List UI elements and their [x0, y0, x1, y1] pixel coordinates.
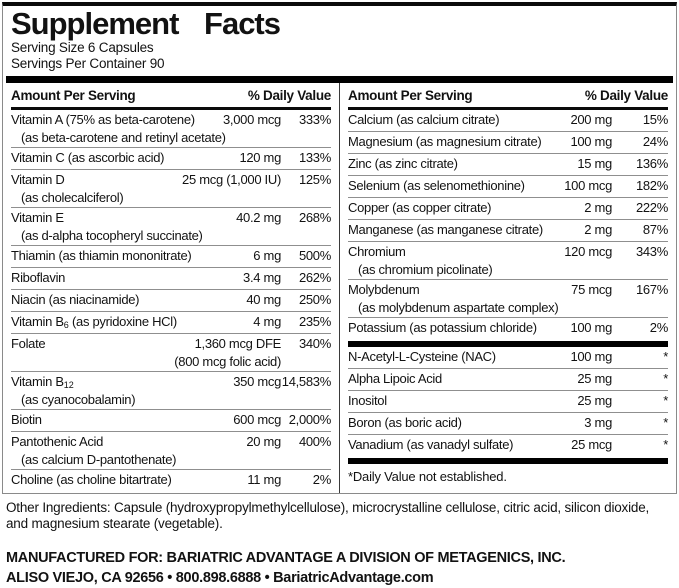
nutrient-daily-value: 262%	[281, 270, 331, 285]
nutrient-amount: 25 mcg (1,000 IU)	[169, 172, 281, 187]
nutrient-source-note: (as cholecalciferol)	[11, 189, 331, 205]
nutrient-name: Manganese (as manganese citrate)	[348, 222, 526, 239]
nutrient-name: Vitamin B12	[11, 374, 169, 391]
left-column	[3, 83, 340, 493]
nutrient-amount: 100 mg	[526, 349, 612, 364]
nutrient-daily-value: *	[612, 437, 668, 452]
nutrient-name: Zinc (as zinc citrate)	[348, 156, 526, 173]
nutrient-daily-value: 2%	[612, 320, 668, 335]
nutrient-source-note: (as calcium D-pantothenate)	[11, 451, 331, 467]
nutrient-row	[11, 246, 331, 268]
nutrient-amount: 1,360 mcg DFE	[169, 336, 281, 351]
nutrient-name: Vitamin A (75% as beta-carotene)	[11, 112, 169, 129]
nutrient-name: Inositol	[348, 393, 526, 410]
daily-value-footnote: *Daily Value not established.	[348, 464, 668, 486]
nutrient-name: Vitamin D	[11, 172, 169, 189]
nutrient-name: Chromium	[348, 244, 526, 261]
nutrient-daily-value: 250%	[281, 292, 331, 307]
manufacturer-line1: MANUFACTURED FOR: BARIATRIC ADVANTAGE A DIVISION OF METAGENICS, INC.	[6, 549, 673, 569]
nutrient-amount: 40 mg	[169, 292, 281, 307]
nutrient-amount: 25 mcg	[526, 437, 612, 452]
right-column-header	[348, 83, 668, 110]
nutrient-row	[348, 318, 668, 339]
nutrient-daily-value: 400%	[281, 434, 331, 449]
right-rows-other	[348, 347, 668, 456]
supplement-facts-panel	[2, 2, 677, 494]
nutrient-daily-value: 133%	[281, 150, 331, 165]
other-ingredients: Other Ingredients: Capsule (hydroxypropylmethylcellulose), microcrystalline cellulose, citric acid, silicon dioxide, and magnesium stearate (vegetable).	[6, 500, 666, 532]
nutrient-daily-value: 333%	[281, 112, 331, 127]
nutrient-row	[348, 176, 668, 198]
servings-per-container: Servings Per Container 90	[11, 56, 668, 72]
nutrient-daily-value: 24%	[612, 134, 668, 149]
nutrient-row	[348, 110, 668, 132]
nutrient-daily-value: 268%	[281, 210, 331, 225]
amount-per-serving-header: Amount Per Serving	[11, 88, 135, 103]
nutrient-daily-value: 2%	[281, 472, 331, 487]
nutrient-daily-value: 340%	[281, 336, 331, 351]
nutrient-row	[348, 220, 668, 242]
nutrient-amount: 25 mg	[526, 371, 612, 386]
nutrient-row	[348, 154, 668, 176]
nutrient-row	[11, 334, 331, 372]
nutrient-amount: 3 mg	[526, 415, 612, 430]
nutrient-amount: 20 mg	[169, 434, 281, 449]
nutrient-row	[11, 170, 331, 208]
nutrient-daily-value: *	[612, 371, 668, 386]
nutrient-name: Niacin (as niacinamide)	[11, 292, 169, 309]
nutrient-name: Selenium (as selenomethionine)	[348, 178, 526, 195]
nutrient-row	[348, 198, 668, 220]
nutrient-source-note: (as cyanocobalamin)	[11, 391, 331, 407]
nutrient-name: Choline (as choline bitartrate)	[11, 472, 169, 489]
nutrient-name: Copper (as copper citrate)	[348, 200, 526, 217]
nutrient-name: Vanadium (as vanadyl sulfate)	[348, 437, 526, 454]
nutrient-daily-value: 182%	[612, 178, 668, 193]
nutrient-columns	[3, 83, 676, 493]
header-separator-bar	[6, 76, 673, 83]
nutrient-name: Vitamin E	[11, 210, 169, 227]
nutrient-name: Boron (as boric acid)	[348, 415, 526, 432]
nutrient-row	[348, 369, 668, 391]
panel-title: Supplement Facts	[11, 7, 668, 40]
nutrient-amount: 3.4 mg	[169, 270, 281, 285]
nutrient-name: Vitamin B6 (as pyridoxine HCl)	[11, 314, 169, 331]
nutrient-source-note: (as d-alpha tocopheryl succinate)	[11, 227, 331, 243]
nutrient-daily-value: 15%	[612, 112, 668, 127]
nutrient-daily-value: *	[612, 393, 668, 408]
nutrient-amount: 11 mg	[169, 472, 281, 487]
nutrient-row	[11, 110, 331, 148]
nutrient-amount-note: (800 mcg folic acid)	[11, 353, 331, 369]
nutrient-daily-value: 222%	[612, 200, 668, 215]
nutrient-amount: 2 mg	[526, 222, 612, 237]
daily-value-header: % Daily Value	[585, 88, 668, 103]
facts-header	[3, 6, 676, 73]
nutrient-row	[11, 470, 331, 491]
nutrient-row	[348, 132, 668, 154]
nutrient-daily-value: 2,000%	[281, 412, 331, 427]
nutrient-row	[11, 372, 331, 410]
nutrient-daily-value: 343%	[612, 244, 668, 259]
nutrient-row	[11, 290, 331, 312]
nutrient-row	[348, 280, 668, 318]
daily-value-header: % Daily Value	[248, 88, 331, 103]
nutrient-row	[348, 242, 668, 280]
nutrient-row	[11, 312, 331, 334]
nutrient-amount: 120 mcg	[526, 244, 612, 259]
nutrient-name: Molybdenum	[348, 282, 526, 299]
nutrient-row	[11, 410, 331, 432]
nutrient-row	[348, 391, 668, 413]
manufacturer-block	[6, 549, 673, 588]
right-column	[340, 83, 676, 493]
nutrient-daily-value: 167%	[612, 282, 668, 297]
nutrient-name: Potassium (as potassium chloride)	[348, 320, 526, 337]
nutrient-name: Pantothenic Acid	[11, 434, 169, 451]
nutrient-source-note: (as molybdenum aspartate complex)	[348, 299, 668, 315]
nutrient-amount: 4 mg	[169, 314, 281, 329]
nutrient-row	[348, 413, 668, 435]
nutrient-amount: 3,000 mcg	[169, 112, 281, 127]
nutrient-amount: 100 mg	[526, 134, 612, 149]
nutrient-amount: 15 mg	[526, 156, 612, 171]
nutrient-daily-value: *	[612, 349, 668, 364]
nutrient-amount: 350 mcg	[169, 374, 281, 389]
nutrient-amount: 100 mg	[526, 320, 612, 335]
nutrient-daily-value: 14,583%	[281, 374, 331, 389]
nutrient-source-note: (as chromium picolinate)	[348, 261, 668, 277]
nutrient-amount: 200 mg	[526, 112, 612, 127]
nutrient-row	[11, 148, 331, 170]
right-rows-minerals	[348, 110, 668, 339]
nutrient-name: Vitamin C (as ascorbic acid)	[11, 150, 169, 167]
nutrient-name: Magnesium (as magnesium citrate)	[348, 134, 526, 151]
nutrient-daily-value: 125%	[281, 172, 331, 187]
nutrient-amount: 75 mcg	[526, 282, 612, 297]
nutrient-daily-value: 235%	[281, 314, 331, 329]
nutrient-amount: 40.2 mg	[169, 210, 281, 225]
manufacturer-line2: ALISO VIEJO, CA 92656 • 800.898.6888 • BariatricAdvantage.com	[6, 569, 673, 588]
nutrient-amount: 120 mg	[169, 150, 281, 165]
nutrient-name: Thiamin (as thiamin mononitrate)	[11, 248, 169, 265]
nutrient-daily-value: 87%	[612, 222, 668, 237]
nutrient-name: Riboflavin	[11, 270, 169, 287]
nutrient-name: Biotin	[11, 412, 169, 429]
nutrient-row	[348, 347, 668, 369]
nutrient-amount: 6 mg	[169, 248, 281, 263]
nutrient-row	[11, 268, 331, 290]
serving-size: Serving Size 6 Capsules	[11, 40, 668, 56]
amount-per-serving-header: Amount Per Serving	[348, 88, 472, 103]
nutrient-daily-value: *	[612, 415, 668, 430]
nutrient-amount: 600 mcg	[169, 412, 281, 427]
left-column-header	[11, 83, 331, 110]
nutrient-name: Folate	[11, 336, 169, 353]
nutrient-amount: 25 mg	[526, 393, 612, 408]
below-panel-text	[2, 494, 677, 588]
nutrient-amount: 100 mcg	[526, 178, 612, 193]
nutrient-amount: 2 mg	[526, 200, 612, 215]
nutrient-daily-value: 500%	[281, 248, 331, 263]
nutrient-row	[11, 208, 331, 246]
left-rows	[11, 110, 331, 491]
nutrient-source-note: (as beta-carotene and retinyl acetate)	[11, 129, 331, 145]
nutrient-name: Calcium (as calcium citrate)	[348, 112, 526, 129]
nutrient-row	[11, 432, 331, 470]
nutrient-name: N-Acetyl-L-Cysteine (NAC)	[348, 349, 526, 366]
nutrient-daily-value: 136%	[612, 156, 668, 171]
nutrient-row	[348, 435, 668, 456]
nutrient-name: Alpha Lipoic Acid	[348, 371, 526, 388]
